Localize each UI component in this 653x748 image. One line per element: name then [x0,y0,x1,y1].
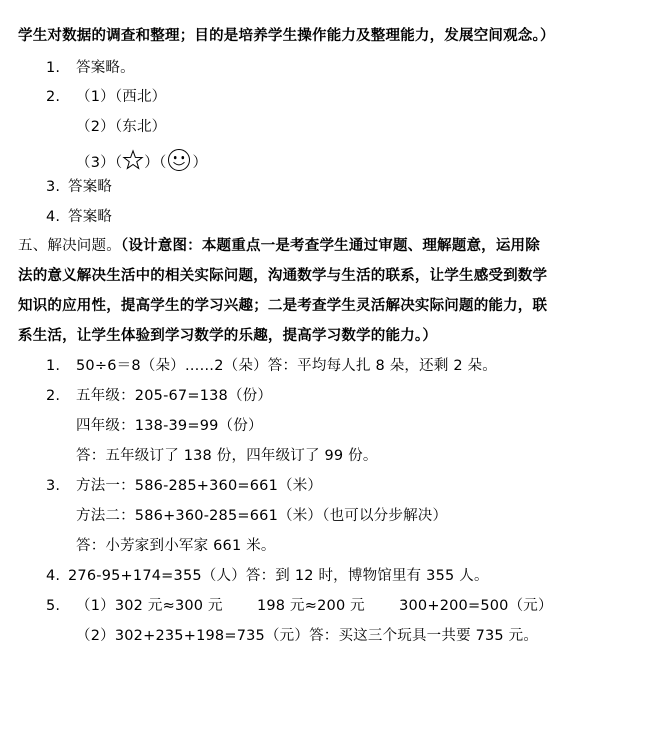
s4-item2-sub3-suffix: ） [192,155,208,171]
intro-tail: 学生对数据的调查和整理；目的是培养学生操作能力及整理能力，发展空间观念。） [18,28,555,44]
q1-num: 1. [46,358,61,374]
star-icon [122,149,144,177]
s4-item1-text: 答案略。 [76,60,135,76]
s4-item2-sub3-mid: ）（ [144,155,167,171]
q3-line1: 方法一：586-285+360=661（米） [76,478,323,494]
s4-item4-num: 4. [46,209,61,225]
q4-text: 276-95+174=355（人）答：到 12 时，博物馆里有 355 人。 [68,568,489,584]
q3-num: 3. [46,478,61,494]
s4-item3-num: 3. [46,179,61,195]
s5-intent-line1 [18,236,540,256]
q5-line1: （1）302 元≈300 元 198 元≈200 元 300+200=500（元） [76,598,553,614]
s4-item2-sub3 [76,148,207,178]
s5-intent-line2: 法的意义解决生活中的相关实际问题，沟通数学与生活的联系，让学生感受到数学 [18,268,548,284]
s4-item3-text: 答案略 [68,179,113,195]
q2-line1: 五年级：205-67=138（份） [76,388,273,404]
s4-item2-num: 2. [46,89,61,105]
s5-intent-line3: 知识的应用性，提高学生的学习兴趣；二是考查学生灵活解决实际问题的能力，联 [18,298,548,314]
s4-item2-sub1: （1）（西北） [76,89,167,105]
s4-item2-sub2: （2）（东北） [76,119,167,135]
s5-intent-line4: 系生活，让学生体验到学习数学的乐趣，提高学习数学的能力。） [18,328,438,344]
q5-line2: （2）302+235+198=735（元）答：买这三个玩具一共要 735 元。 [76,628,539,644]
q3-line3: 答：小芳家到小军家 661 米。 [76,538,276,554]
s4-item2-sub3-prefix: （3）（ [76,155,123,171]
s4-item1-num: 1. [46,60,61,76]
smiley-face-icon [166,148,192,178]
s5-heading: 五、解决问题。 [18,238,121,254]
q3-line2: 方法二：586+360-285=661（米）（也可以分步解决） [76,508,448,524]
q4-num: 4. [46,568,61,584]
s5-intent-part1: （设计意图：本题重点一是考查学生通过审题、理解题意，运用除 [120,238,540,254]
q2-line3: 答：五年级订了 138 份，四年级订了 99 份。 [76,448,378,464]
q5-num: 5. [46,598,61,614]
q1-text: 50÷6＝8（朵）……2（朵）答：平均每人扎 8 朵，还剩 2 朵。 [76,358,497,374]
q2-num: 2. [46,388,61,404]
q2-line2: 四年级：138-39=99（份） [76,418,263,434]
s4-item4-text: 答案略 [68,209,113,225]
